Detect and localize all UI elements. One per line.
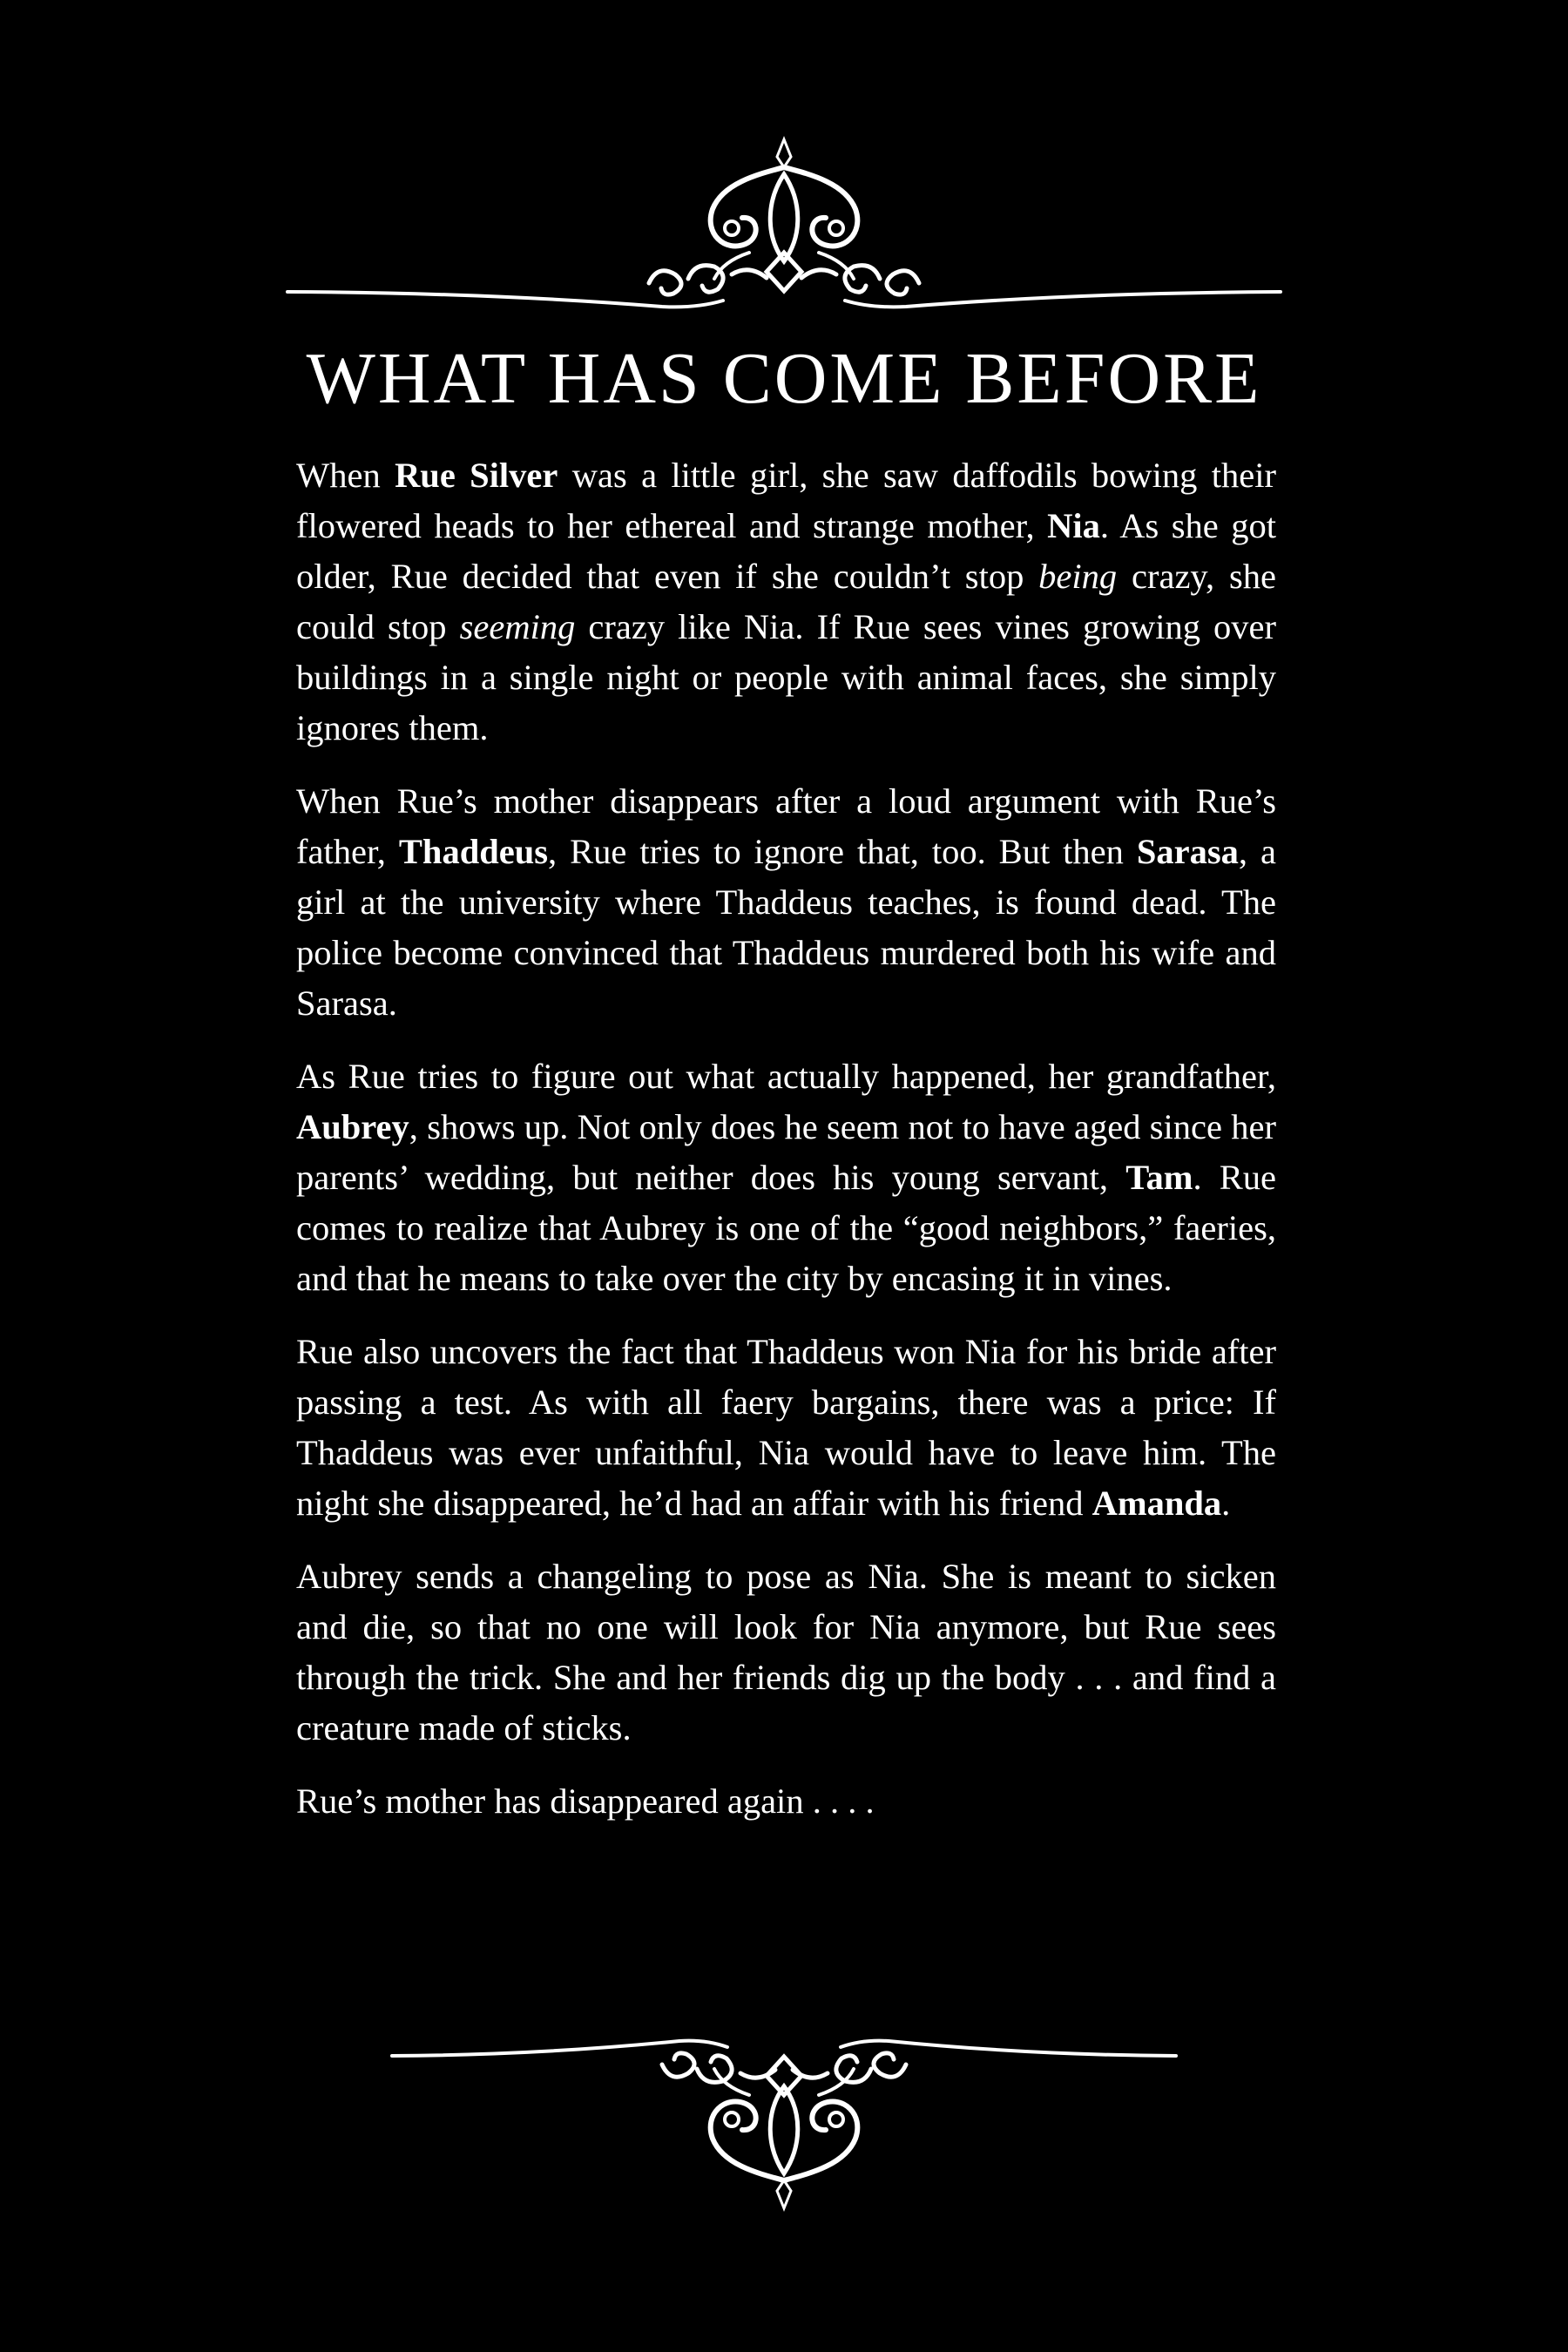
text-run: , a girl at the university where Thaddeus teaches, is found dead. The police become convinced that Thaddeus murdered both his wife and Sarasa. [296,832,1276,1023]
character-name-thaddeus: Thaddeus [398,832,549,871]
character-name-sarasa: Sarasa [1136,832,1239,871]
text-run: , shows up. Not only does he seem not to have aged since her parents’ wedding, but neither does his young servant, [296,1107,1276,1197]
text-run: . [1221,1484,1231,1523]
paragraph-2 [296,776,1276,1029]
paragraph-3 [296,1051,1276,1304]
text-run: , Rue tries to ignore that, too. But then [548,832,1137,871]
italic-text: seeming [459,607,576,646]
paragraph-4 [296,1327,1276,1529]
text-run: When Rue’s mother disappears after a loud argument with Rue’s father, [296,781,1276,871]
text-run: . Rue comes to realize that Aubrey is one of the “good neighbors,” faeries, and that he means to take over the city by encasing it in vines. [296,1158,1276,1298]
page-title: WHAT HAS COME BEFORE [306,338,1262,419]
character-name-aubrey: Aubrey [296,1107,409,1146]
top-ornament-icon [0,122,1568,322]
character-name-rue-silver: Rue Silver [395,456,558,495]
paragraph-5 [296,1551,1276,1754]
text-run: When [296,456,395,495]
text-run: Aubrey sends a changeling to pose as Nia. She is meant to sicken and die, so that no one will look for Nia anymore, but Rue sees through the trick. She and her friends dig up the body . . . and find a creature made of sticks. [296,1557,1276,1747]
italic-text: being [1038,557,1118,596]
character-name-amanda: Amanda [1092,1484,1222,1523]
bottom-ornament-icon [0,2025,1568,2226]
character-name-nia: Nia [1047,506,1100,545]
text-run: Rue’s mother has disappeared again . . . . [296,1781,875,1821]
text-run: Rue also uncovers the fact that Thaddeus won Nia for his bride after passing a test. As with all faery bargains, there was a price: If Thaddeus was ever unfaithful, Nia would have to leave him. The night she disappeared, he’d had an affair with his friend [296,1332,1276,1523]
recap-text [296,450,1276,1849]
text-run: crazy, she could stop [296,557,1276,646]
text-run: As Rue tries to figure out what actually happened, her grandfather, [296,1057,1276,1096]
text-run: . As she got older, Rue decided that even if she couldn’t stop [296,506,1277,596]
paragraph-1 [296,450,1276,754]
character-name-tam: Tam [1125,1158,1193,1197]
text-run: was a little girl, she saw daffodils bowing their flowered heads to her ethereal and strange mother, [296,456,1276,545]
text-run: crazy like Nia. If Rue sees vines growing over buildings in a single night or people with animal faces, she simply ignores them. [296,607,1277,747]
paragraph-6 [296,1776,1276,1827]
